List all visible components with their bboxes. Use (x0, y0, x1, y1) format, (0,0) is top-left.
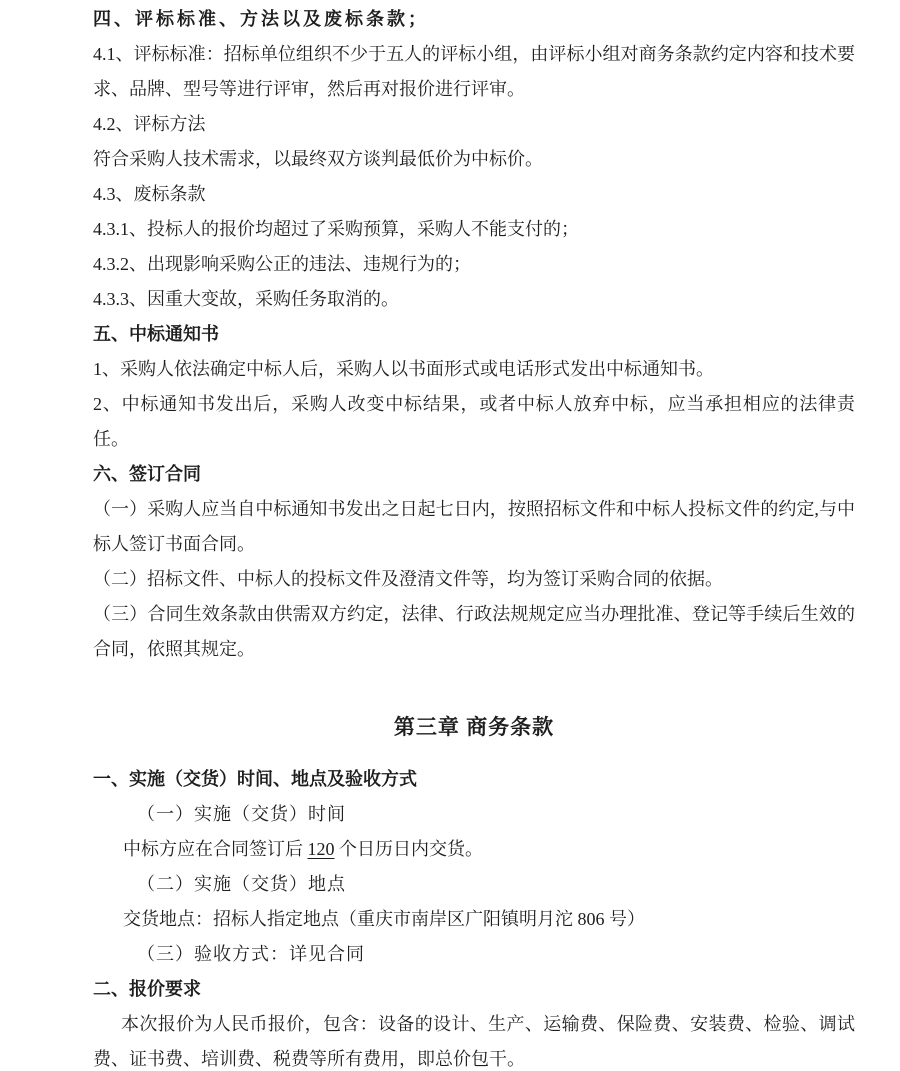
para-contract-signing-1: （一）采购人应当自中标通知书发出之日起七日内，按照招标文件和中标人投标文件的约定,与中标人签订书面合同。 (93, 499, 855, 554)
para-contract-signing-2: （二）招标文件、中标人的投标文件及澄清文件等，均为签订采购合同的依据。 (93, 569, 723, 589)
para-acceptance-method: （三）验收方式：详见合同 (137, 944, 365, 964)
para-award-notice-1: 1、采购人依法确定中标人后，采购人以书面形式或电话形式发出中标通知书。 (93, 359, 714, 379)
heading-evaluation-criteria: 四、评标标准、方法以及废标条款； (93, 9, 429, 29)
para-4-3-3: 4.3.3、因重大变故，采购任务取消的。 (93, 289, 399, 309)
delivery-days-value: 120 (307, 839, 335, 859)
delivery-deadline-pre: 中标方应在合同签订后 (123, 839, 308, 859)
para-4-2-evaluation-method: 4.2、评标方法 (93, 114, 206, 134)
para-4-3-2: 4.3.2、出现影响采购公正的违法、违规行为的； (93, 254, 471, 274)
para-4-3-invalid-bid-clause: 4.3、废标条款 (93, 184, 206, 204)
heading-delivery-time-place: 一、实施（交货）时间、地点及验收方式 (93, 769, 417, 789)
heading-award-notice: 五、中标通知书 (93, 324, 219, 344)
delivery-deadline-post: 个日历日内交货。 (334, 839, 483, 859)
chapter-title: 第三章 商务条款 (393, 715, 555, 739)
document-content (93, 0, 855, 1071)
heading-contract-signing: 六、签订合同 (93, 464, 201, 484)
para-delivery-deadline (93, 832, 855, 867)
para-evaluation-method-detail: 符合采购人技术需求，以最终双方谈判最低价为中标价。 (93, 149, 543, 169)
para-contract-signing-3: （三）合同生效条款由供需双方约定，法律、行政法规规定应当办理批准、登记等手续后生效的合同，依照其规定。 (93, 604, 855, 659)
para-delivery-time-label: （一）实施（交货）时间 (137, 804, 346, 824)
para-4-3-1: 4.3.1、投标人的报价均超过了采购预算，采购人不能支付的； (93, 219, 579, 239)
para-delivery-place-label: （二）实施（交货）地点 (137, 874, 346, 894)
para-4-1-evaluation-criteria: 4.1、评标标准：招标单位组织不少于五人的评标小组，由评标小组对商务条款约定内容和技术要求、品牌、型号等进行评审，然后再对报价进行评审。 (93, 44, 855, 99)
heading-quotation-requirements: 二、报价要求 (93, 979, 201, 999)
para-quotation-detail: 本次报价为人民币报价，包含：设备的设计、生产、运输费、保险费、安装费、检验、调试费、证书费、培训费、税费等所有费用，即总价包干。 (93, 1014, 855, 1069)
para-award-notice-2: 2、中标通知书发出后，采购人改变中标结果，或者中标人放弃中标，应当承担相应的法律责任。 (93, 394, 855, 449)
para-delivery-address: 交货地点：招标人指定地点（重庆市南岸区广阳镇明月沱 806 号） (123, 909, 645, 929)
